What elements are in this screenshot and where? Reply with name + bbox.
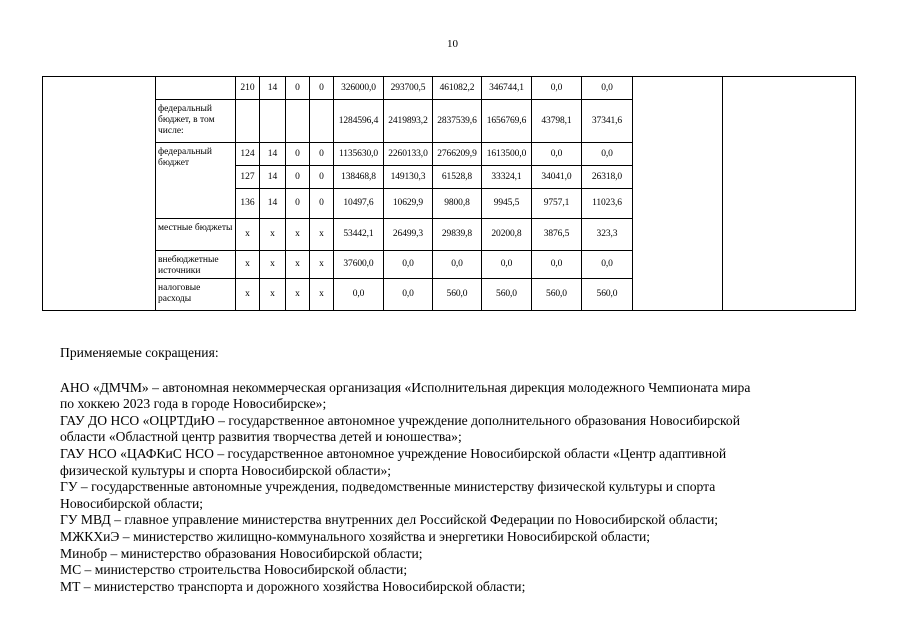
abbreviation-line: ГАУ ДО НСО «ОЦРТДиЮ – государственное автономное учреждение дополнительного образования Новосибирской [60, 412, 740, 428]
amount-cell: 9800,8 [433, 189, 482, 219]
amount-cell: 0,0 [433, 251, 482, 279]
abbreviation-line: физической культуры и спорта Новосибирской области»; [60, 462, 392, 478]
amount-cell: 37341,6 [582, 100, 633, 143]
amount-cell: 1135630,0 [334, 143, 384, 166]
amount-cell: 26499,3 [384, 219, 433, 251]
code-cell: 0 [310, 166, 334, 189]
amount-cell: 10629,9 [384, 189, 433, 219]
code-cell: 0 [286, 77, 310, 100]
abbreviation-line: Новосибирской области; [60, 495, 204, 511]
amount-cell: 560,0 [582, 279, 633, 311]
amount-cell: 34041,0 [532, 166, 582, 189]
code-cell: 0 [286, 143, 310, 166]
amount-cell: 0,0 [582, 251, 633, 279]
amount-cell: 11023,6 [582, 189, 633, 219]
amount-cell: 0,0 [384, 251, 433, 279]
code-cell: х [286, 251, 310, 279]
amount-cell: 560,0 [482, 279, 532, 311]
amount-cell: 1284596,4 [334, 100, 384, 143]
abbreviation-line: по хоккею 2023 года в городе Новосибирске»; [60, 396, 327, 412]
code-cell: 0 [286, 189, 310, 219]
amount-cell: 0,0 [532, 77, 582, 100]
amount-cell: 9945,5 [482, 189, 532, 219]
amount-cell: 0,0 [582, 77, 633, 100]
code-cell: х [286, 219, 310, 251]
amount-cell: 0,0 [384, 279, 433, 311]
row-label: федеральный бюджет, в том числе: [156, 100, 236, 143]
code-cell: х [260, 219, 286, 251]
amount-cell: 2837539,6 [433, 100, 482, 143]
code-cell: 14 [260, 77, 286, 100]
amount-cell: 26318,0 [582, 166, 633, 189]
amount-cell: 0,0 [334, 279, 384, 311]
amount-cell: 346744,1 [482, 77, 532, 100]
amount-cell: 3876,5 [532, 219, 582, 251]
code-cell: 0 [310, 143, 334, 166]
amount-cell: 10497,6 [334, 189, 384, 219]
amount-cell: 33324,1 [482, 166, 532, 189]
code-cell: х [236, 279, 260, 311]
amount-cell: 43798,1 [532, 100, 582, 143]
amount-cell: 560,0 [433, 279, 482, 311]
code-cell [236, 100, 260, 143]
abbreviation-line: ГУ МВД – главное управление министерства внутренних дел Российской Федерации по Новосибирской области; [60, 512, 719, 528]
abbreviation-line: МС – министерство строительства Новосибирской области; [60, 562, 408, 578]
amount-cell: 138468,8 [334, 166, 384, 189]
code-cell [260, 100, 286, 143]
budget-table [42, 76, 856, 311]
amount-cell: 1613500,0 [482, 143, 532, 166]
code-cell: х [236, 219, 260, 251]
code-cell: х [236, 251, 260, 279]
abbreviations-title: Применяемые сокращения: [60, 345, 219, 360]
blank-left-cell [43, 77, 156, 311]
row-label: налоговые расходы [156, 279, 236, 311]
row-label: федеральный бюджет [156, 143, 236, 219]
amount-cell: 61528,8 [433, 166, 482, 189]
table-body [43, 77, 856, 311]
row-label: местные бюджеты [156, 219, 236, 251]
amount-cell: 2419893,2 [384, 100, 433, 143]
amount-cell: 293700,5 [384, 77, 433, 100]
amount-cell: 20200,8 [482, 219, 532, 251]
code-cell [310, 100, 334, 143]
code-cell: 136 [236, 189, 260, 219]
amount-cell: 323,3 [582, 219, 633, 251]
amount-cell: 326000,0 [334, 77, 384, 100]
amount-cell: 0,0 [532, 143, 582, 166]
code-cell: х [286, 279, 310, 311]
code-cell: 127 [236, 166, 260, 189]
amount-cell: 2260133,0 [384, 143, 433, 166]
abbreviation-line: Минобр – министерство образования Новосибирской области; [60, 545, 423, 561]
code-cell: 124 [236, 143, 260, 166]
abbreviations-section [60, 345, 860, 595]
code-cell: 0 [310, 77, 334, 100]
abbreviations-list [60, 380, 860, 596]
code-cell: 0 [310, 189, 334, 219]
code-cell: 210 [236, 77, 260, 100]
amount-cell: 461082,2 [433, 77, 482, 100]
abbreviation-line: МЖКХиЭ – министерство жилищно-коммунального хозяйства и энергетики Новосибирской области; [60, 528, 651, 544]
code-cell: 14 [260, 143, 286, 166]
abbreviation-line: ГУ – государственные автономные учреждения, подведомственные министерству физической культуры и спорта [60, 479, 716, 495]
abbreviation-line: АНО «ДМЧМ» – автономная некоммерческая организация «Исполнительная дирекция молодежного Чемпионата мира [60, 379, 751, 395]
amount-cell: 29839,8 [433, 219, 482, 251]
blank-right-cell-2 [723, 77, 856, 311]
row-label [156, 77, 236, 100]
amount-cell: 37600,0 [334, 251, 384, 279]
code-cell: х [260, 251, 286, 279]
amount-cell: 1656769,6 [482, 100, 532, 143]
amount-cell: 9757,1 [532, 189, 582, 219]
code-cell: 14 [260, 166, 286, 189]
table-row [43, 77, 856, 100]
amount-cell: 53442,1 [334, 219, 384, 251]
amount-cell: 0,0 [482, 251, 532, 279]
row-label: внебюджетные источники [156, 251, 236, 279]
amount-cell: 0,0 [582, 143, 633, 166]
code-cell: х [310, 219, 334, 251]
amount-cell: 560,0 [532, 279, 582, 311]
amount-cell: 0,0 [532, 251, 582, 279]
abbreviation-line: МТ – министерство транспорта и дорожного хозяйства Новосибирской области; [60, 578, 526, 594]
amount-cell: 149130,3 [384, 166, 433, 189]
abbreviation-line: области «Областной центр развития творчества детей и юношества»; [60, 429, 462, 445]
page-number: 10 [447, 38, 458, 50]
code-cell: х [310, 251, 334, 279]
blank-right-cell-1 [633, 77, 723, 311]
code-cell: 14 [260, 189, 286, 219]
code-cell: х [310, 279, 334, 311]
code-cell: 0 [286, 166, 310, 189]
amount-cell: 2766209,9 [433, 143, 482, 166]
code-cell [286, 100, 310, 143]
abbreviation-line: ГАУ НСО «ЦАФКиС НСО – государственное автономное учреждение Новосибирской области «Центр адаптивной [60, 445, 727, 461]
code-cell: х [260, 279, 286, 311]
